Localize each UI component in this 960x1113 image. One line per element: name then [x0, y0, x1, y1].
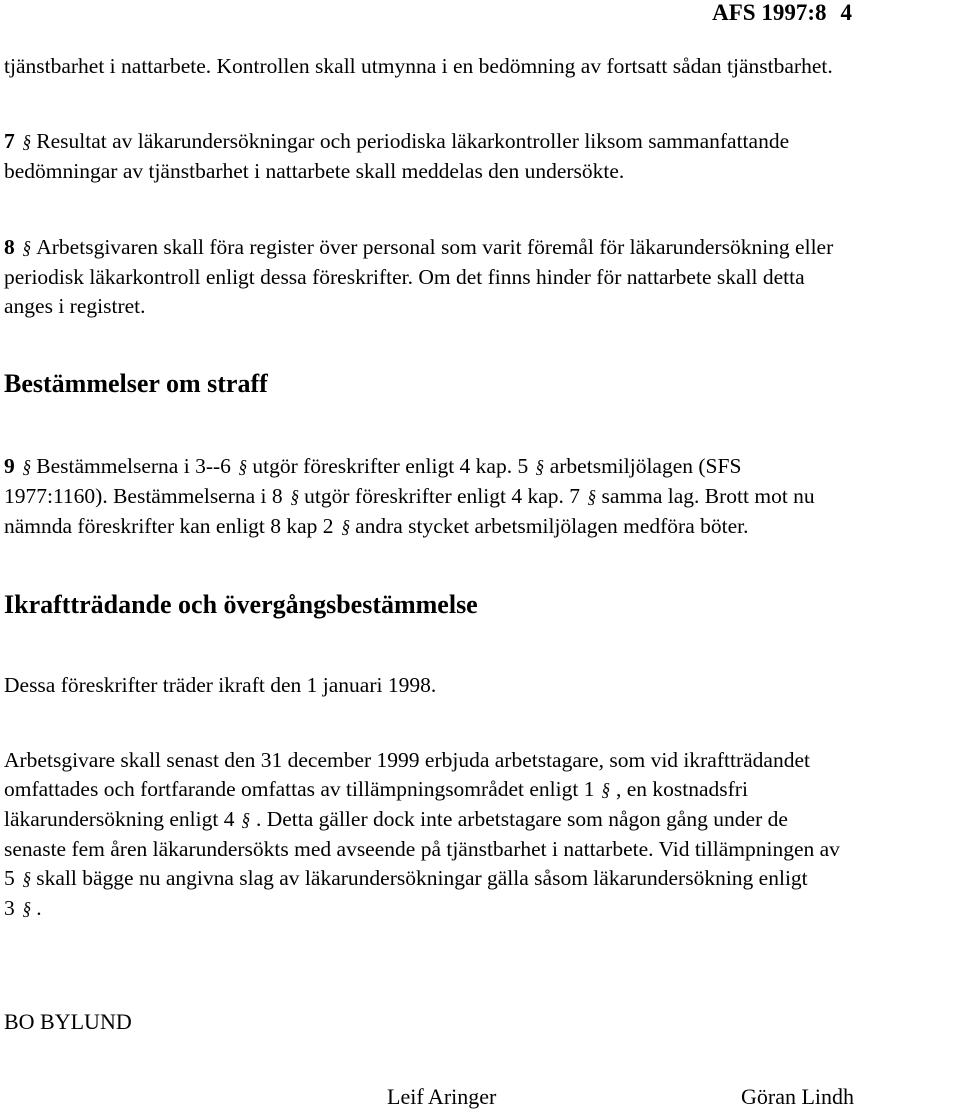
section-symbol: §	[22, 869, 31, 890]
paragraph-9	[4, 452, 956, 542]
section-symbol: §	[341, 517, 350, 538]
transition-text: . Detta gäller dock inte arbetstagare som någon gång under de	[255, 807, 788, 831]
section-symbol: §	[238, 457, 247, 478]
section-symbol: §	[22, 238, 31, 259]
paragraph-7-line-2: bedömningar av tjänstbarhet i nattarbete skall meddelas den undersökte.	[4, 159, 625, 183]
entry-into-force-line: Dessa föreskrifter träder ikraft den 1 januari 1998.	[4, 673, 437, 697]
paragraph-8-line-3: anges i registret.	[4, 294, 146, 318]
paragraph-7-number: 7	[4, 129, 15, 153]
transition-text: .	[36, 896, 42, 920]
transition-line-2	[4, 775, 956, 805]
p9-text: samma lag. Brott mot nu	[601, 484, 815, 508]
transition-paragraph	[4, 746, 956, 924]
section-symbol: §	[601, 780, 611, 801]
paragraph-8-line-2: periodisk läkarkontroll enligt dessa föreskrifter. Om det finns hinder för nattarbete skall detta	[4, 265, 805, 289]
transition-text: 3	[4, 896, 15, 920]
p9-text: utgör föreskrifter enligt 4 kap. 5	[252, 454, 529, 478]
p9-text: nämnda föreskrifter kan enligt 8 kap 2	[4, 514, 334, 538]
transition-line-4: senaste fem åren läkarundersökts med avseende på tjänstbarhet i nattarbete. Vid tillämpningen av	[4, 837, 840, 861]
paragraph-9-line-3	[4, 512, 956, 542]
transition-line-3	[4, 805, 956, 835]
document-code: AFS 1997:8	[712, 0, 827, 25]
transition-line-1: Arbetsgivare skall senast den 31 december 1999 erbjuda arbetstagare, som vid ikraftträdandet	[4, 748, 810, 772]
page-number: 4	[840, 0, 852, 25]
paragraph-8-text-1: Arbetsgivaren skall föra register över personal som varit föremål för läkarundersökning eller	[36, 235, 834, 259]
paragraph-7	[4, 127, 956, 186]
section-symbol: §	[587, 487, 597, 508]
intro-paragraph	[4, 52, 956, 81]
p9-text: utgör föreskrifter enligt 4 kap. 7	[304, 484, 580, 508]
transition-text: skall bägge nu angivna slag av läkarundersökningar gälla såsom läkarundersökning enligt	[36, 866, 808, 890]
paragraph-7-line-1	[4, 127, 956, 157]
signature-second: Leif Aringer	[387, 1084, 497, 1109]
section-symbol: §	[22, 899, 31, 920]
paragraph-7-text-1: Resultat av läkarundersökningar och periodiska läkarkontroller liksom sammanfattande	[36, 129, 790, 153]
heading-penalty: Bestämmelser om straff	[4, 369, 268, 398]
section-symbol: §	[22, 457, 31, 478]
paragraph-9-line-1	[4, 452, 956, 482]
paragraph-8	[4, 233, 956, 321]
transition-text: 5	[4, 866, 15, 890]
intro-line: tjänstbarhet i nattarbete. Kontrollen skall utmynna i en bedömning av fortsatt sådan tjänstbarhet.	[4, 54, 833, 78]
paragraph-8-number: 8	[4, 235, 15, 259]
heading-entry-into-force: Ikraftträdande och övergångsbestämmelse	[4, 590, 478, 619]
section-symbol: §	[290, 487, 299, 508]
transition-line-6	[4, 894, 956, 924]
p9-text: andra stycket arbetsmiljölagen medföra böter.	[355, 514, 749, 538]
signature-main: BO BYLUND	[4, 1009, 132, 1034]
transition-text: omfattades och fortfarande omfattas av tillämpningsområdet enligt 1	[4, 777, 595, 801]
transition-text: , en kostnadsfri	[615, 777, 748, 801]
page-header	[712, 0, 852, 26]
section-symbol: §	[535, 457, 545, 478]
transition-line-5	[4, 864, 956, 894]
p9-text: Bestämmelserna i 3--6	[36, 454, 231, 478]
p9-text: 1977:1160). Bestämmelserna i 8	[4, 484, 283, 508]
paragraph-9-line-2	[4, 482, 956, 512]
transition-text: läkarundersökning enligt 4	[4, 807, 235, 831]
signature-third: Göran Lindh	[741, 1084, 855, 1109]
paragraph-8-line-1	[4, 233, 956, 263]
section-symbol: §	[241, 810, 251, 831]
entry-into-force-paragraph	[4, 671, 956, 700]
section-symbol: §	[22, 132, 31, 153]
p9-text: arbetsmiljölagen (SFS	[549, 454, 742, 478]
paragraph-9-number: 9	[4, 454, 15, 478]
